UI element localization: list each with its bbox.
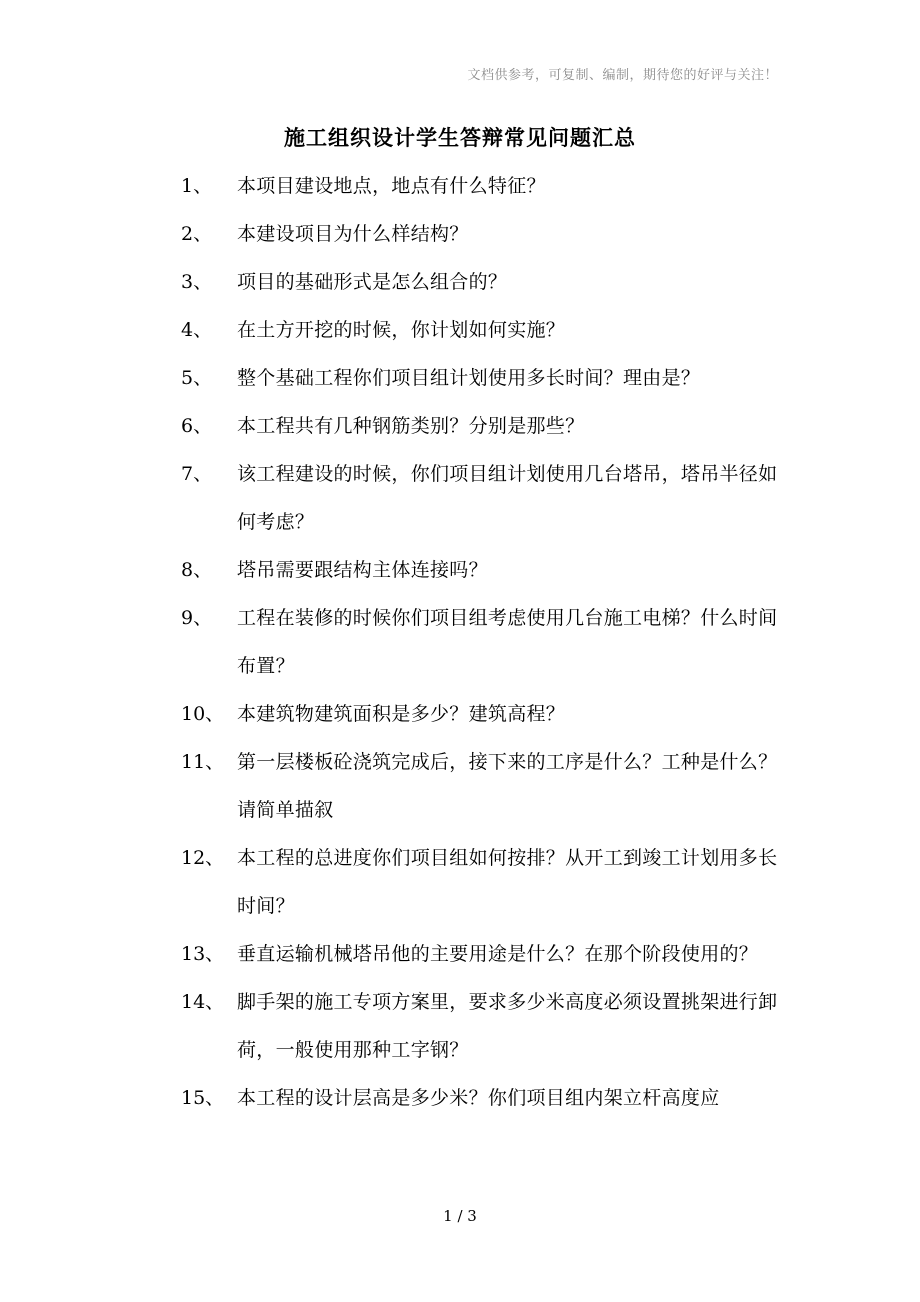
list-item (181, 546, 791, 594)
item-text: 本工程共有几种钢筋类别？分别是那些？ (237, 415, 585, 437)
item-text: 工程在装修的时候你们项目组考虑使用几台施工电梯？什么时间布置？ (237, 607, 778, 677)
item-text: 本工程的总进度你们项目组如何按排？从开工到竣工计划用多长时间？ (237, 847, 778, 917)
item-text: 第一层楼板砼浇筑完成后，接下来的工序是什么？工种是什么？请简单描叙 (237, 751, 778, 821)
item-number: 6、 (181, 415, 213, 437)
item-number: 13、 (181, 943, 225, 965)
list-item (181, 450, 791, 546)
item-text: 整个基础工程你们项目组计划使用多长时间？理由是？ (237, 367, 701, 389)
page-number: 1 / 3 (443, 1207, 477, 1225)
item-text: 本建筑物建筑面积是多少？建筑高程？ (237, 703, 566, 725)
question-list (181, 162, 791, 1122)
item-text: 项目的基础形式是怎么组合的？ (237, 271, 508, 293)
item-number: 3、 (181, 271, 213, 293)
list-item (181, 690, 791, 738)
item-number: 15、 (181, 1087, 225, 1109)
item-number: 14、 (181, 991, 225, 1013)
list-item (181, 978, 791, 1074)
item-text: 塔吊需要跟结构主体连接吗？ (237, 559, 488, 581)
list-item (181, 738, 791, 834)
item-text: 在土方开挖的时候，你计划如何实施？ (237, 319, 566, 341)
list-item (181, 1074, 791, 1122)
item-text: 脚手架的施工专项方案里，要求多少米高度必须设置挑架进行卸荷，一般使用那种工字钢？ (237, 991, 778, 1061)
list-item (181, 210, 791, 258)
item-number: 11、 (181, 751, 225, 773)
item-text: 本建设项目为什么样结构？ (237, 223, 469, 245)
item-text: 本工程的设计层高是多少米？你们项目组内架立杆高度应 (237, 1087, 720, 1109)
list-item (181, 930, 791, 978)
list-item (181, 258, 791, 306)
item-number: 12、 (181, 847, 225, 869)
item-number: 9、 (181, 607, 213, 629)
item-number: 4、 (181, 319, 213, 341)
item-text: 本项目建设地点，地点有什么特征？ (237, 175, 546, 197)
list-item (181, 594, 791, 690)
item-number: 10、 (181, 703, 225, 725)
list-item (181, 402, 791, 450)
list-item (181, 162, 791, 210)
list-item (181, 354, 791, 402)
item-number: 8、 (181, 559, 213, 581)
item-text: 垂直运输机械塔吊他的主要用途是什么？在那个阶段使用的？ (237, 943, 759, 965)
item-number: 7、 (181, 463, 213, 485)
list-item (181, 834, 791, 930)
item-number: 1、 (181, 175, 213, 197)
item-text: 该工程建设的时候，你们项目组计划使用几台塔吊，塔吊半径如何考虑？ (237, 463, 778, 533)
item-number: 5、 (181, 367, 213, 389)
list-item (181, 306, 791, 354)
page-title: 施工组织设计学生答辩常见问题汇总 (284, 125, 636, 150)
header-note: 文档供参考，可复制、编制，期待您的好评与关注！ (467, 68, 778, 83)
item-number: 2、 (181, 223, 213, 245)
